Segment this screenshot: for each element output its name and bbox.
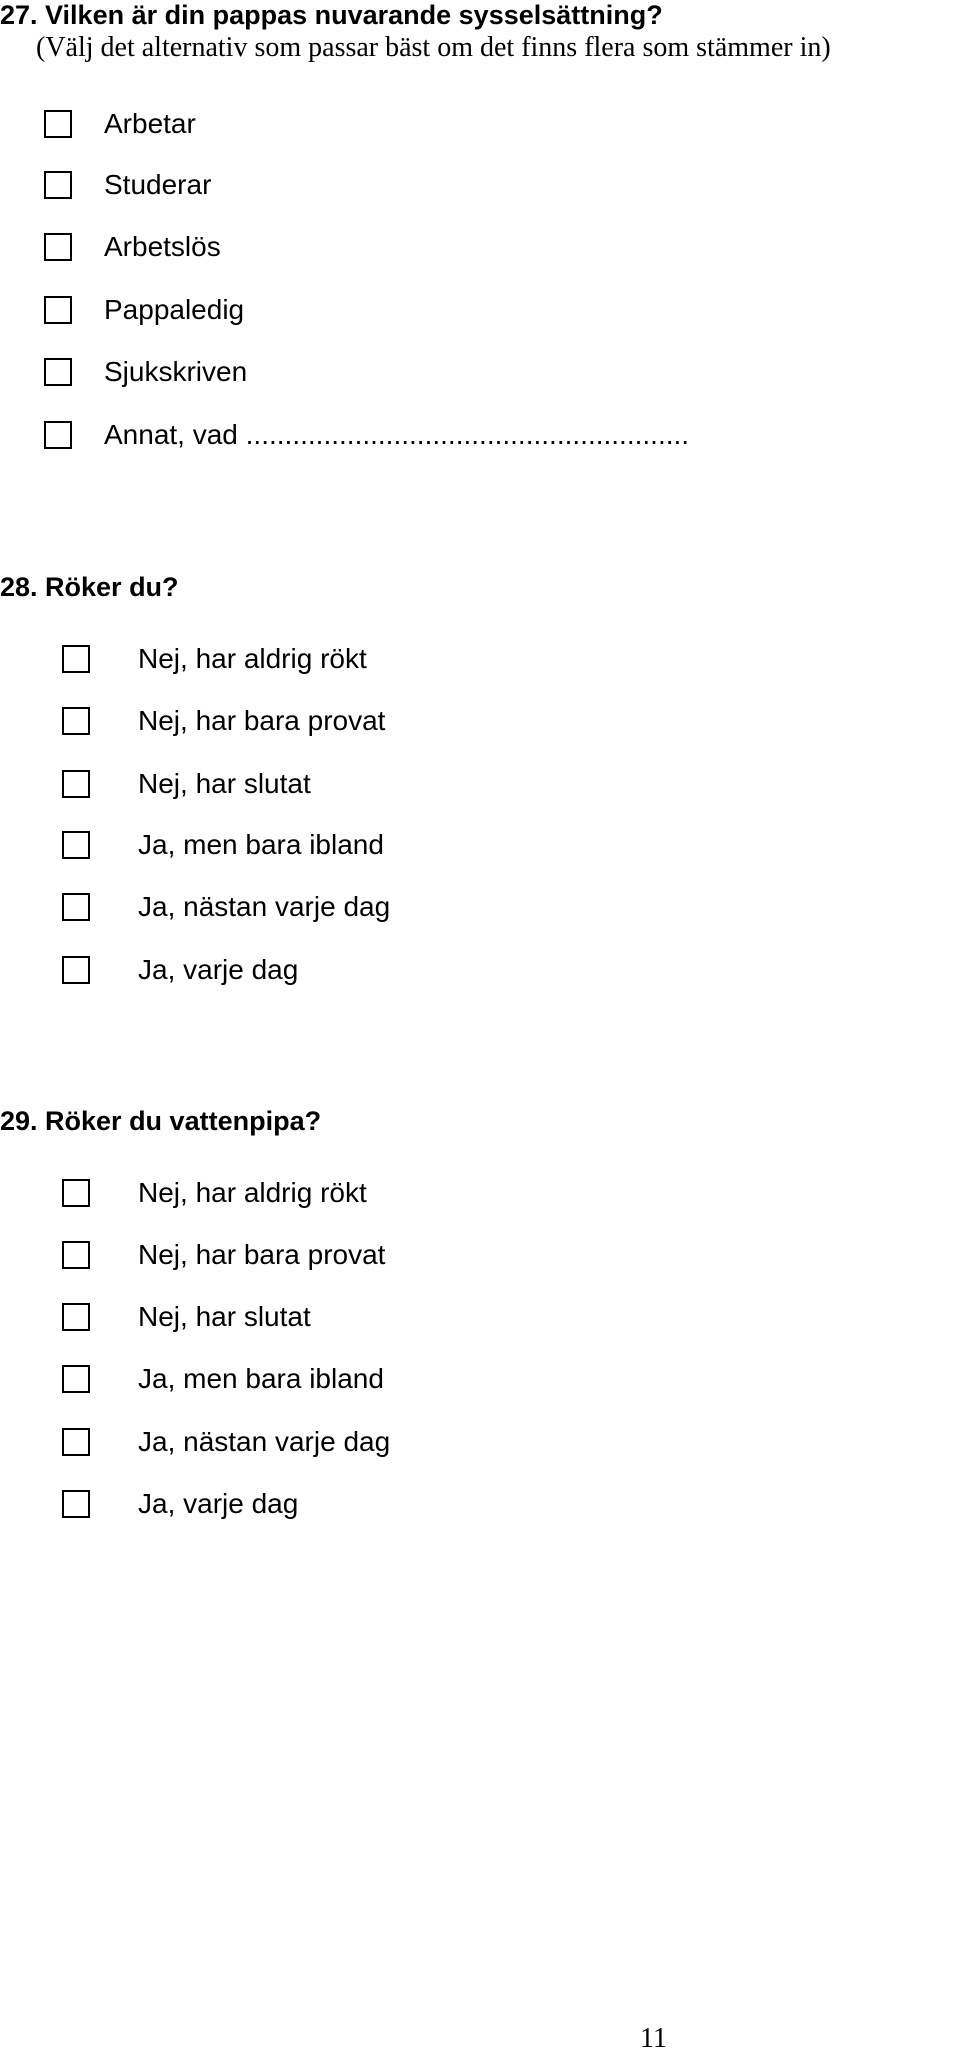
checkbox[interactable]	[62, 645, 90, 673]
q29-option-slutat[interactable]	[62, 1301, 311, 1333]
checkbox[interactable]	[62, 770, 90, 798]
q27-option-arbetar[interactable]	[44, 108, 196, 140]
checkbox[interactable]	[44, 233, 72, 261]
checkbox[interactable]	[62, 1490, 90, 1518]
checkbox[interactable]	[62, 1428, 90, 1456]
option-label: Ja, nästan varje dag	[138, 891, 391, 922]
checkbox[interactable]	[62, 1365, 90, 1393]
option-label: Pappaledig	[104, 294, 245, 325]
option-label: Ja, nästan varje dag	[138, 1426, 391, 1457]
option-label: Nej, har bara provat	[138, 1239, 386, 1270]
q28-option-nastan-varje-dag[interactable]	[62, 891, 390, 923]
option-label: Nej, har bara provat	[138, 705, 386, 736]
option-label: Nej, har aldrig rökt	[138, 1177, 367, 1208]
option-label: Nej, har slutat	[138, 1301, 311, 1332]
checkbox[interactable]	[62, 707, 90, 735]
q28-option-slutat[interactable]	[62, 768, 311, 800]
option-label: Ja, varje dag	[138, 1488, 299, 1519]
q29-option-varje-dag[interactable]	[62, 1488, 298, 1520]
q28-option-aldrig[interactable]	[62, 643, 367, 675]
checkbox[interactable]	[62, 1179, 90, 1207]
question-27-title: 27. Vilken är din pappas nuvarande sysselsättning?	[0, 0, 663, 30]
option-label: Arbetar	[104, 108, 196, 139]
q27-option-studerar[interactable]	[44, 169, 211, 201]
checkbox[interactable]	[44, 171, 72, 199]
q27-option-sjukskriven[interactable]	[44, 356, 247, 388]
checkbox[interactable]	[62, 831, 90, 859]
checkbox[interactable]	[44, 110, 72, 138]
question-27-instruction: (Välj det alternativ som passar bäst om det finns flera som stämmer in)	[36, 32, 831, 63]
option-label: Ja, varje dag	[138, 954, 299, 985]
q29-option-nastan-varje-dag[interactable]	[62, 1426, 390, 1458]
option-label: Nej, har slutat	[138, 768, 311, 799]
page-number: 11	[640, 2023, 667, 2054]
checkbox[interactable]	[62, 893, 90, 921]
question-29-title: 29. Röker du vattenpipa?	[0, 1106, 322, 1136]
q29-option-provat[interactable]	[62, 1239, 385, 1271]
checkbox[interactable]	[62, 1241, 90, 1269]
q28-option-varje-dag[interactable]	[62, 954, 298, 986]
checkbox[interactable]	[62, 956, 90, 984]
checkbox[interactable]	[44, 296, 72, 324]
question-28-title: 28. Röker du?	[0, 572, 179, 602]
q28-option-provat[interactable]	[62, 705, 385, 737]
option-label: Ja, men bara ibland	[138, 1363, 384, 1394]
checkbox[interactable]	[62, 1303, 90, 1331]
q28-option-ibland[interactable]	[62, 829, 384, 861]
option-label: Ja, men bara ibland	[138, 829, 384, 860]
checkbox[interactable]	[44, 421, 72, 449]
option-label: Nej, har aldrig rökt	[138, 643, 367, 674]
option-label: Sjukskriven	[104, 356, 248, 387]
option-label: Arbetslös	[104, 231, 221, 262]
q27-option-annat[interactable]	[44, 419, 689, 451]
q29-option-ibland[interactable]	[62, 1363, 384, 1395]
option-label: Annat, vad .........................................................	[104, 419, 690, 450]
q27-option-pappaledig[interactable]	[44, 294, 244, 326]
checkbox[interactable]	[44, 358, 72, 386]
option-label: Studerar	[104, 169, 212, 200]
q27-option-arbetslos[interactable]	[44, 231, 221, 263]
q29-option-aldrig[interactable]	[62, 1177, 367, 1209]
